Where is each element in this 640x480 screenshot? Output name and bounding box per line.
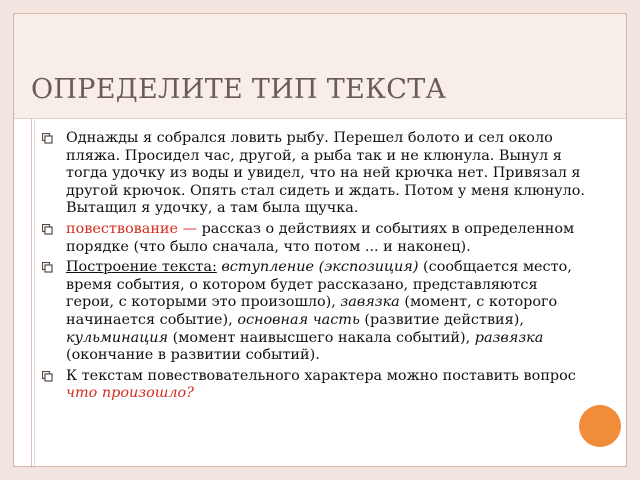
bullet-structure: [42, 259, 590, 365]
square-bullet-icon: [42, 224, 53, 235]
square-bullet-icon: [42, 262, 53, 273]
structure-part1-text: (сообщается место, время события, о котором будет рассказано, представляются герои, с которыми это произошло),: [66, 259, 572, 311]
structure-part5-text: (окончание в развитии событий).: [66, 347, 320, 364]
structure-part5-term: развязка: [474, 329, 544, 346]
square-bullet-icon: [42, 133, 53, 144]
slide-title: ОПРЕДЕЛИТЕ ТИП ТЕКСТА: [31, 74, 447, 105]
structure-part2-text: (момент, с которого начинается событие),: [66, 294, 558, 328]
structure-part3-term: основная часть: [237, 311, 360, 328]
structure-part3-text: (развитие действия),: [359, 311, 524, 328]
structure-heading: Построение текста:: [66, 259, 217, 276]
definition-term: повествование —: [66, 220, 198, 237]
question-text: К текстам повествовательного характера можно поставить вопрос: [66, 367, 576, 384]
question-phrase: что произошло?: [66, 385, 194, 402]
square-bullet-icon: [42, 371, 53, 382]
bullet-definition: [42, 221, 590, 256]
bullet-question: [42, 368, 590, 403]
slide: [13, 13, 627, 467]
definition-text: рассказ о действиях и событиях в определенном порядке (что было сначала, что потом ... и наконец).: [66, 220, 575, 255]
structure-part4-term: кульминация: [66, 329, 169, 346]
orange-circle-decoration: [579, 405, 621, 447]
story-text: Однажды я собрался ловить рыбу. Перешел болото и сел около пляжа. Просидел час, другой, а рыба так и не клюнула. Вынул я тогда удочку из воды и увидел, что на ней крючка нет. Привязал я другой крючок. Опять стал сидеть и ждать. Потом у меня клюнуло. Вытащил я удочку, а там была щучка.: [66, 130, 586, 217]
title-divider: [14, 118, 626, 119]
slide-content: [42, 130, 590, 406]
structure-part4-text: (момент наивысшего накала событий),: [168, 329, 475, 346]
structure-part2-term: завязка: [340, 294, 400, 311]
structure-part1-term: вступление (экспозиция): [216, 259, 419, 276]
bullet-story: [42, 130, 590, 218]
